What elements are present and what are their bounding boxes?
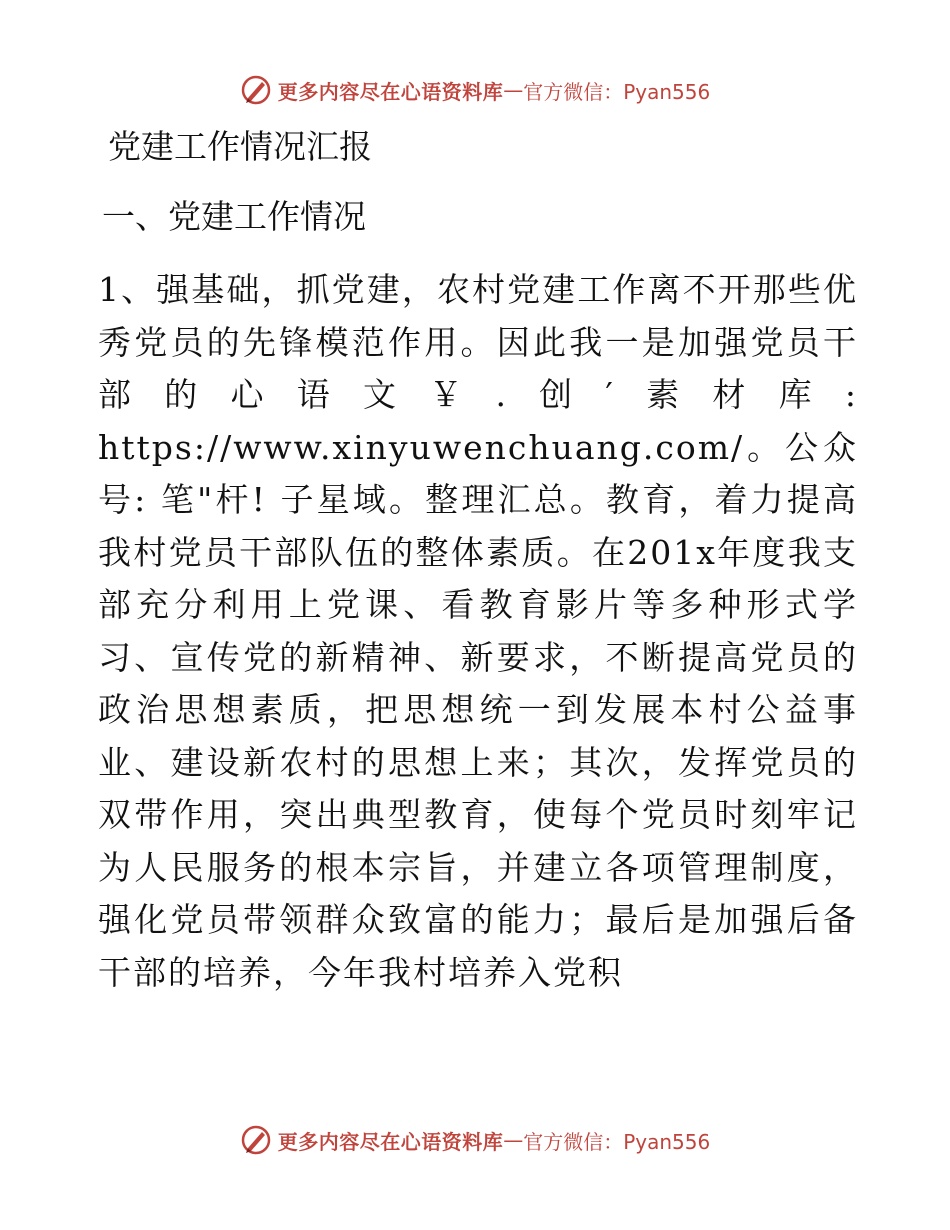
watermark-brand: 更多内容尽在心语资料库 (277, 1129, 504, 1154)
section-heading: 一、党建工作情况 (102, 197, 366, 236)
pen-logo-icon (240, 1124, 272, 1156)
document-body (98, 124, 858, 999)
watermark-brand: 更多内容尽在心语资料库 (277, 79, 504, 104)
body-paragraph: 1、强基础，抓党建，农村党建工作离不开那些优秀党员的先锋模范作用。因此我一是加强党员干部的心语文￥.创′素材库: https://www.xinyuwenchuang.com/。公众号: 笔"杆! 子星域。整理汇总。教育，着力提高我村党员干部队伍的整体素质。在201x年度我支部充分利用上党课、看教育影片等多种形式学习、宣传党的新精神、新要求，不断提高党员的政治思想素质，把思想统一到发展本村公益事业、建设新农村的思想上来；其次，发挥党员的双带作用，突出典型教育，使每个党员时刻牢记为人民服务的根本宗旨，并建立各项管理制度，强化党员带领群众致富的能力；最后是加强后备干部的培养，今年我村培养入党积 (98, 270, 858, 992)
document-title: 党建工作情况汇报 (108, 127, 372, 166)
watermark-contact: 官方微信：Pyan556 (523, 79, 711, 104)
watermark-contact: 官方微信：Pyan556 (523, 1129, 711, 1154)
watermark-separator: — (503, 78, 524, 102)
watermark-banner-bottom (0, 1120, 950, 1160)
watermark-banner-top (0, 70, 950, 110)
watermark-separator: — (503, 1128, 524, 1152)
pen-logo-icon (240, 74, 272, 106)
